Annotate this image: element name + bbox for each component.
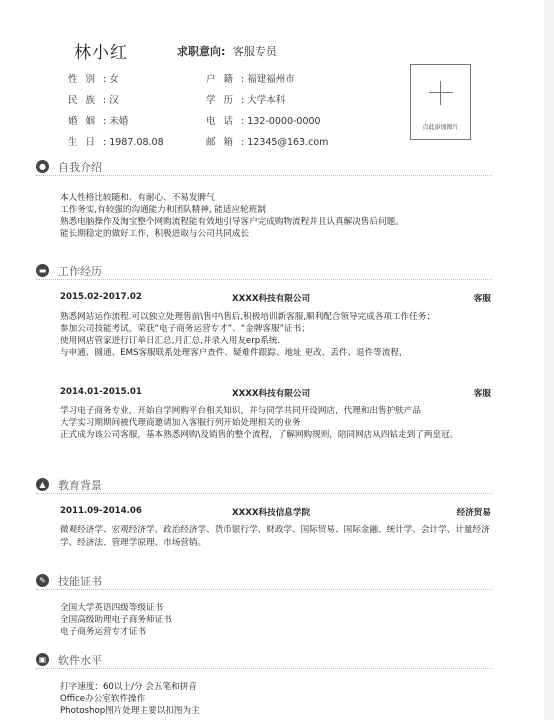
plus-icon [429, 92, 453, 93]
graduation-cap-icon: ▲ [36, 478, 49, 491]
job-line: 使用网店管家进行订单日汇总,月汇总,并录入用友erp系统. [60, 336, 281, 346]
section-education-title: 教育背景 [58, 479, 102, 492]
divider [36, 668, 492, 669]
info-phone-key: 电话 [206, 116, 242, 127]
edu-header [60, 506, 492, 518]
section-soft-title: 软件水平 [58, 654, 102, 667]
job-company: XXXX科技有限公司 [232, 294, 311, 304]
info-hukou: 户籍: 福建福州市 [206, 71, 295, 85]
cert-list [60, 602, 172, 638]
edu-school: XXXX科技信息学院 [232, 508, 311, 518]
job-line: 与申通、圆通、EMS客服联系处理客户查件、疑难件跟踪、地址 更改、丢件、退件等流程， [60, 348, 408, 358]
info-birthday-key: 生日 [68, 137, 104, 148]
self-line: 本人性格比较随和、有耐心、不易发脾气 [60, 193, 215, 203]
software-list [60, 681, 200, 717]
job-header [60, 292, 492, 304]
job-line: 学习电子商务专业，开始自学网购平台相关知识，并与同学共同开设网店，代理和出售护肤产品 [60, 406, 421, 416]
info-gender-key: 性别 [68, 74, 104, 85]
software-item: 打字速度：60以上/分 会五笔和拼音 [60, 682, 197, 692]
cert-item: 电子商务运营专才证书 [60, 627, 146, 637]
section-work-title: 工作经历 [58, 265, 102, 278]
info-gender: 性别: 女 [68, 71, 119, 85]
info-education: 学历: 大学本科 [206, 92, 285, 106]
info-gender-value: 女 [109, 74, 119, 85]
job-description [60, 311, 435, 359]
section-certificates [36, 572, 492, 590]
job-company: XXXX科技有限公司 [232, 389, 311, 399]
cert-item: 全国大学英语四级等级证书 [60, 603, 164, 613]
self-intro-text [60, 192, 404, 240]
person-icon: ● [36, 160, 49, 173]
info-marital: 婚姻: 未婚 [68, 113, 128, 127]
info-ethnicity: 民族: 汉 [68, 92, 119, 106]
info-education-key: 学历 [206, 95, 242, 106]
info-hukou-key: 户籍 [206, 74, 242, 85]
scrollbar-track[interactable] [544, 0, 554, 720]
job-header [60, 387, 492, 399]
section-software [36, 651, 492, 669]
job-line: 正式成为该公司客服，基本熟悉网购\及销售的整个流程，了解网购规则，陪同网店从四钻走到了两皇冠。 [60, 430, 459, 440]
photo-caption: 点此添加图片 [422, 124, 459, 131]
job-line: 大学实习期期间被代理商邀请加入客服行列开始处理相关的业务 [60, 418, 301, 428]
divider [36, 493, 492, 494]
self-line: 能长期稳定的做好工作，积极进取与公司共同成长 [60, 229, 250, 239]
divider [36, 589, 492, 590]
self-line: 工作务实,有较强的沟通能力和团队精神, 能适应轮班制 [60, 205, 266, 215]
section-education [36, 476, 492, 494]
job-intent-value: 客服专员 [232, 45, 277, 58]
info-education-value: 大学本科 [247, 95, 286, 106]
section-self [36, 158, 492, 176]
plus-icon-stem [440, 81, 441, 105]
edu-major: 经济贸易 [456, 508, 491, 518]
divider [36, 279, 492, 280]
section-work [36, 262, 492, 280]
job-intent [177, 43, 277, 59]
id-card-icon: ▣ [36, 653, 49, 666]
briefcase-icon: ▬ [36, 264, 49, 277]
info-hukou-value: 福建福州市 [247, 74, 295, 85]
photo-placeholder[interactable] [410, 64, 471, 140]
pin-icon: ✎ [36, 574, 49, 587]
job-date: 2014.01-2015.01 [60, 387, 142, 397]
edu-line: 微观经济学、宏观经济学、政治经济学、货币银行学、财政学、国际贸易、国际金融、统计学、会计学、计量经济学、经济法、管理学原理、市场营销。 [60, 525, 490, 548]
software-item: Photoshop图片处理主要以扣图为主 [60, 706, 200, 716]
info-birthday: 生日: 1987.08.08 [68, 134, 164, 148]
info-phone-value: 132-0000-0000 [247, 116, 321, 127]
info-ethnicity-value: 汉 [109, 95, 119, 106]
edu-date: 2011.09-2014.06 [60, 506, 142, 516]
divider [36, 175, 492, 176]
job-role: 客服 [473, 389, 491, 399]
info-phone: 电话: 132-0000-0000 [206, 113, 321, 127]
info-marital-key: 婚姻 [68, 116, 104, 127]
job-date: 2015.02-2017.02 [60, 292, 142, 302]
candidate-name: 林小红 [74, 43, 128, 63]
software-item: Office办公室软件操作 [60, 694, 146, 704]
info-marital-value: 未婚 [109, 116, 129, 127]
job-intent-label: 求职意向: [177, 45, 226, 58]
info-email: 邮箱: 12345@163.com [206, 134, 328, 148]
job-line: 参加公司技能考试，荣获“电子商务运营专才”、“金牌客服”证书； [60, 324, 310, 334]
job-line: 熟悉网站运作流程.可以独立处理售前\售中\售后,积极培训新客服,顺利配合领导完成各项工作任务； [60, 312, 435, 322]
info-email-key: 邮箱 [206, 137, 242, 148]
section-self-title: 自我介绍 [58, 161, 102, 174]
self-line: 熟悉电脑操作及淘宝整个网购流程能有效地引导客户完成购物流程并且认真解决售后问题。 [60, 217, 404, 227]
section-cert-title: 技能证书 [58, 575, 102, 588]
job-role: 客服 [473, 294, 491, 304]
edu-courses [60, 524, 492, 550]
info-email-value: 12345@163.com [247, 137, 329, 148]
cert-item: 全国高级助理电子商务师证书 [60, 615, 172, 625]
info-birthday-value: 1987.08.08 [109, 137, 164, 148]
job-description [60, 405, 492, 441]
info-ethnicity-key: 民族 [68, 95, 104, 106]
